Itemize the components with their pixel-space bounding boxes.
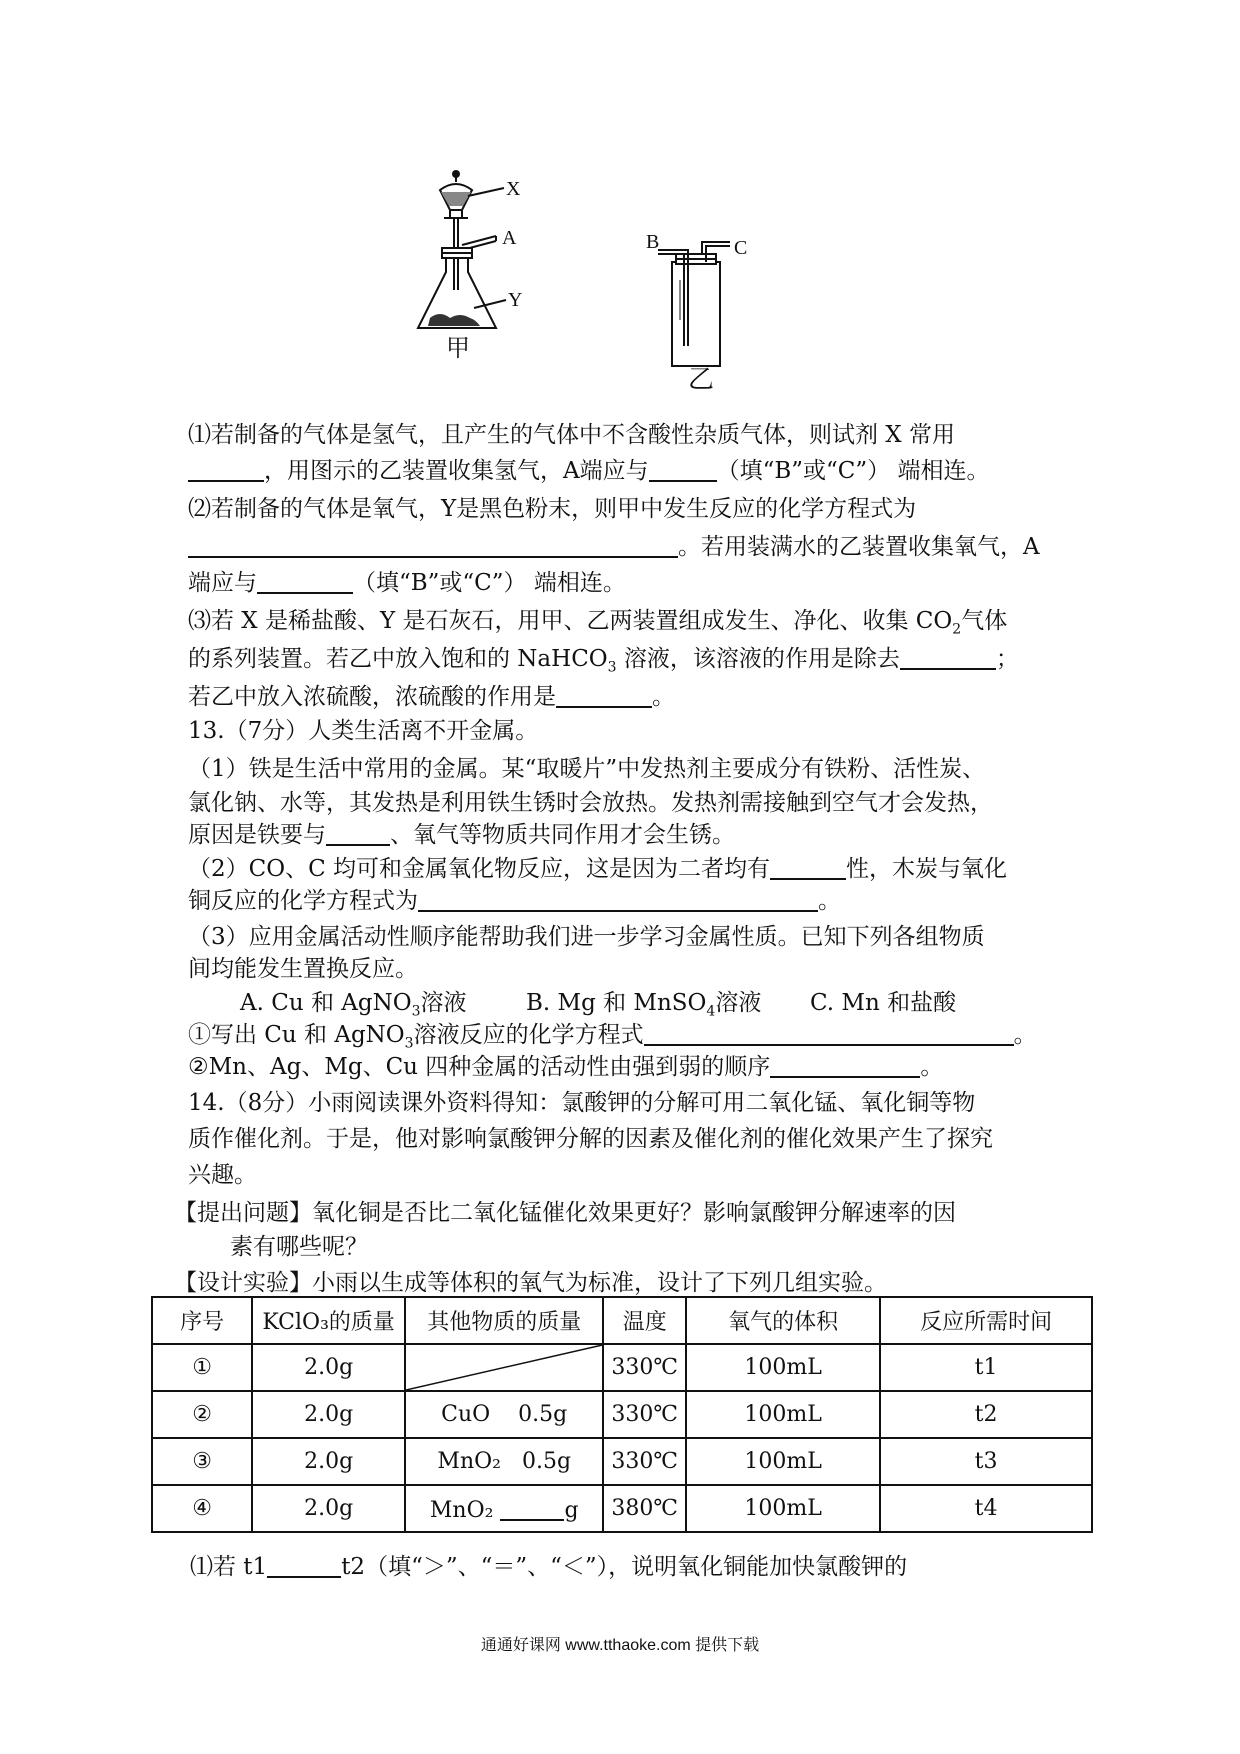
- table-row: ③ 2.0g MnO₂ 0.5g 330℃ 100mL t3: [152, 1438, 1092, 1485]
- apparatus-yi: [658, 242, 730, 366]
- header-cell: 序号: [152, 1297, 252, 1344]
- table-row: ② 2.0g CuO 0.5g 330℃ 100mL t2: [152, 1391, 1092, 1438]
- answer-blank[interactable]: [770, 1052, 920, 1078]
- header-cell: 温度: [603, 1297, 686, 1344]
- diagonal-empty-cell: [405, 1344, 603, 1391]
- q13-option-a: A. Cu 和 AgNO$_3$溶液: [240, 990, 467, 1020]
- experiment-table: [151, 1296, 1093, 1533]
- q14-line1: 14.（8分）小雨阅读课外资料得知：氯酸钾的分解可用二氧化锰、氧化铜等物: [188, 1090, 976, 1116]
- header-cell: 其他物质的质量: [405, 1297, 603, 1344]
- label-c: C: [734, 237, 748, 259]
- answer-blank[interactable]: [257, 568, 353, 594]
- answer-blank[interactable]: [500, 1495, 564, 1521]
- q12-p2-line3: 端应与 （填“B”或“C”） 端相连。: [188, 570, 626, 596]
- q13-p3-line2: 间均能发生置换反应。: [188, 956, 418, 982]
- q13-p2-line2: 铜反应的化学方程式为 。: [188, 888, 841, 914]
- apparatus-figure: [410, 170, 780, 410]
- label-x: X: [506, 178, 521, 200]
- q13-option-b: B. Mg 和 MnSO$_4$溶液: [526, 990, 762, 1020]
- q14-line2: 质作催化剂。于是，他对影响氯酸钾分解的因素及催化剂的催化效果产生了探究: [188, 1126, 993, 1152]
- q13-p1-line2: 氯化钠、水等，其发热是利用铁生锈时会放热。发热剂需接触到空气才会发热，: [188, 790, 993, 816]
- answer-blank[interactable]: [188, 456, 264, 482]
- answer-blank[interactable]: [267, 1552, 341, 1578]
- q13-title: 13.（7分）人类生活离不开金属。: [188, 718, 539, 744]
- q14-part1: ⑴若 t1 t2（填“＞”、“＝”、“＜”），说明氧化铜能加快氯酸钾的: [190, 1554, 908, 1580]
- q12-p2-line1: ⑵若制备的气体是氧气，Y是黑色粉末，则甲中发生反应的化学方程式为: [188, 496, 917, 522]
- q12-p3-line3: 若乙中放入浓硫酸，浓硫酸的作用是 。: [188, 684, 675, 710]
- answer-blank[interactable]: [649, 456, 717, 482]
- q13-p1-line3: 原因是铁要与 、氧气等物质共同作用才会生锈。: [188, 822, 735, 848]
- apparatus-jia: [418, 171, 506, 328]
- label-y: Y: [508, 289, 523, 311]
- q12-p3-line2: 的系列装置。若乙中放入饱和的 NaHCO$_3$ 溶液，该溶液的作用是除去 ；: [188, 646, 1019, 676]
- q12-p1-line1: ⑴若制备的气体是氢气，且产生的气体中不含酸性杂质气体，则试剂 X 常用: [188, 422, 955, 448]
- answer-blank[interactable]: [644, 1020, 1014, 1046]
- q14-line3: 兴趣。: [188, 1162, 257, 1188]
- q14-ask-line2: 素有哪些呢？: [230, 1234, 368, 1260]
- header-cell: 反应所需时间: [880, 1297, 1092, 1344]
- answer-blank[interactable]: [418, 886, 818, 912]
- q13-p1-line1: （1）铁是生活中常用的金属。某“取暖片”中发热剂主要成分有铁粉、活性炭、: [188, 756, 986, 782]
- q13-sub1: ①写出 Cu 和 AgNO$_3$溶液反应的化学方程式 。: [188, 1022, 1037, 1052]
- q13-sub2: ②Mn、Ag、Mg、Cu 四种金属的活动性由强到弱的顺序 。: [188, 1054, 944, 1080]
- answer-blank[interactable]: [556, 682, 652, 708]
- q12-p1-line2: ，用图示的乙装置收集氢气，A端应与 （填“B”或“C”） 端相连。: [188, 456, 989, 486]
- header-cell: KClO₃的质量: [252, 1297, 405, 1344]
- label-jia: 甲: [446, 336, 470, 362]
- q14-design: 【设计实验】小雨以生成等体积的氧气为标准，设计了下列几组实验。: [174, 1270, 887, 1296]
- label-b: B: [646, 231, 660, 253]
- page-footer: 通通好课网 www.tthaoke.com 提供下载: [480, 1637, 760, 1654]
- q12-p2-line2: 。若用装满水的乙装置收集氧气，A: [188, 532, 1040, 562]
- label-a: A: [502, 227, 517, 249]
- q13-p2-line1: （2）CO、C 均可和金属氧化物反应，这是因为二者均有 性，木炭与氧化: [188, 856, 1007, 882]
- header-cell: 氧气的体积: [686, 1297, 880, 1344]
- table-row: ④ 2.0g MnO₂ g 380℃ 100mL t4: [152, 1485, 1092, 1532]
- label-yi: 乙: [688, 365, 715, 394]
- q13-option-c: C. Mn 和盐酸: [810, 990, 957, 1016]
- answer-blank[interactable]: [188, 532, 678, 558]
- q12-p3-line1: ⑶若 X 是稀盐酸、Y 是石灰石，用甲、乙两装置组成发生、净化、收集 $CO_2$气体: [188, 608, 1008, 638]
- q13-p3-line1: （3）应用金属活动性顺序能帮助我们进一步学习金属性质。已知下列各组物质: [188, 924, 985, 950]
- table-row: ① 2.0g 330℃ 100mL t1: [152, 1344, 1092, 1391]
- q14-ask-line1: 【提出问题】氧化铜是否比二氧化锰催化效果更好？影响氯酸钾分解速率的因: [174, 1200, 956, 1226]
- answer-blank[interactable]: [326, 820, 390, 846]
- answer-blank[interactable]: [770, 854, 846, 880]
- answer-blank[interactable]: [900, 644, 996, 670]
- table-header-row: [152, 1297, 1092, 1344]
